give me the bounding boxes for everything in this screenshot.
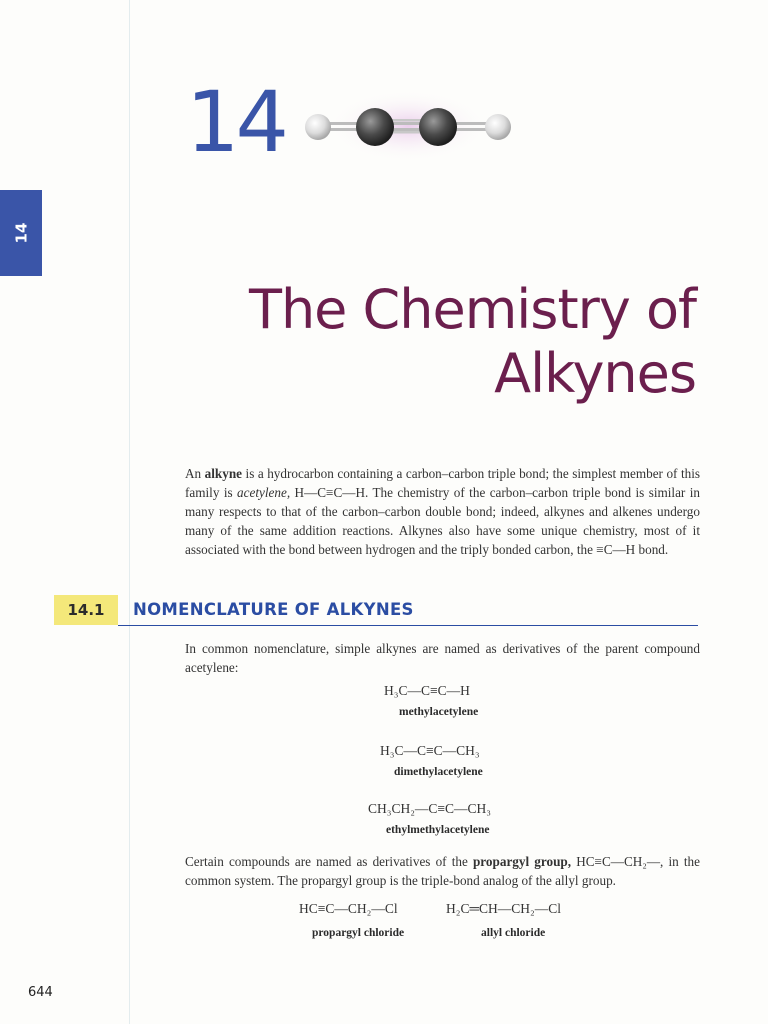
section-title: NOMENCLATURE OF ALKYNES bbox=[133, 600, 414, 619]
section-rule bbox=[118, 625, 698, 626]
side-tab-label: 14 bbox=[12, 222, 30, 244]
page-number: 644 bbox=[28, 985, 53, 1000]
margin-rule bbox=[129, 0, 130, 1024]
formula-dimethylacetylene: H₃C—C≡C—CH₃ bbox=[380, 743, 480, 758]
term-acetylene: acetylene, bbox=[237, 485, 291, 500]
formula-ethylmethylacetylene: CH₃CH₂—C≡C—CH₃ bbox=[368, 801, 492, 816]
formula-allyl-chloride: H₂C═CH—CH₂—Cl bbox=[446, 901, 561, 916]
term-propargyl-group: propargyl group, bbox=[472, 854, 572, 869]
name-dimethylacetylene: dimethylacetylene bbox=[394, 766, 483, 778]
acetylene-molecule-icon bbox=[298, 88, 518, 166]
chapter-title-line1: The Chemistry of bbox=[248, 278, 696, 341]
chapter-number: 14 bbox=[186, 73, 285, 171]
formula-methylacetylene: H₃C—C≡C—H bbox=[384, 683, 470, 698]
name-methylacetylene: methylacetylene bbox=[399, 706, 479, 718]
name-ethylmethylacetylene: ethylmethylacetylene bbox=[386, 824, 490, 836]
name-propargyl-chloride: propargyl chloride bbox=[312, 927, 405, 939]
chapter-title bbox=[249, 278, 696, 406]
formula-propargyl-chloride: HC≡C—CH₂—Cl bbox=[299, 901, 398, 916]
term-alkyne: alkyne bbox=[204, 466, 243, 481]
intro-paragraph: An alkyne is a hydrocarbon containing a carbon–carbon triple bond; the simplest member of this family is acetylene, H—C≡C—H. The chemistry of the carbon–carbon triple bond is similar in many respects to that of the carbon–carbon double bond; indeed, alkynes and alkenes undergo many of the same addition reactions. Alkynes also have some unique chemistry, most of it associated with the bond between hydrogen and the triply bonded carbon, the ≡C—H bond. bbox=[185, 466, 701, 557]
section-paragraph-2: Certain compounds are named as derivatives of the propargyl group, HC≡C—CH₂—, in the common system. The propargyl group is the triple-bond analog of the allyl group. bbox=[185, 854, 701, 888]
section-paragraph-1: In common nomenclature, simple alkynes are named as derivatives of the parent compound acetylene: bbox=[185, 641, 700, 675]
name-allyl-chloride: allyl chloride bbox=[481, 927, 546, 939]
chapter-title-line2: Alkynes bbox=[494, 342, 696, 405]
chapter-side-tab bbox=[0, 190, 42, 276]
section-number-box: 14.1 bbox=[54, 595, 118, 625]
